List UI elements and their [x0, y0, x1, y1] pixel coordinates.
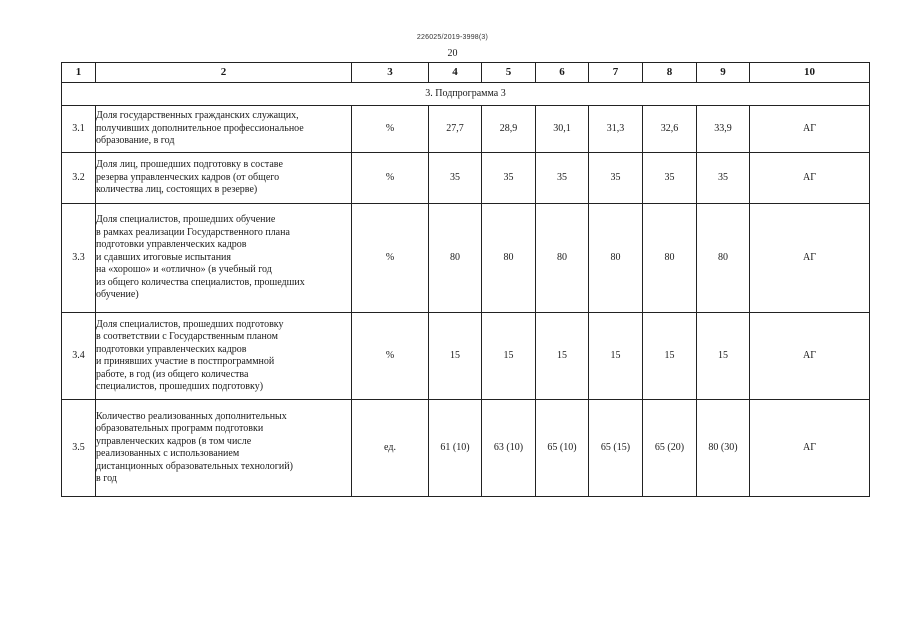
value-cell: 15 — [589, 313, 643, 400]
unit-cell: % — [352, 106, 429, 153]
value-cell: 80 — [697, 204, 750, 313]
value-cell: 30,1 — [536, 106, 589, 153]
description-line: резерва управленческих кадров (от общего — [96, 171, 280, 183]
value-cell: 65 (20) — [643, 400, 697, 497]
description-line: Доля специалистов, прошедших обучение — [96, 214, 276, 226]
indicator-description — [96, 204, 352, 313]
value-cell: 15 — [429, 313, 482, 400]
value-cell: 35 — [482, 153, 536, 204]
description-line: специалистов, прошедших подготовку) — [96, 381, 264, 392]
indicator-description — [96, 400, 352, 497]
description-line: Доля лиц, прошедших подготовку в составе — [96, 159, 283, 171]
value-cell: 33,9 — [697, 106, 750, 153]
description-line: Количество реализованных дополнительных — [96, 410, 287, 422]
table-row — [62, 153, 870, 204]
value-cell: 35 — [536, 153, 589, 204]
table-row — [62, 400, 870, 497]
row-number: 3.1 — [62, 106, 96, 153]
description-line: количества лиц, состоящих в резерве) — [96, 184, 258, 196]
value-cell: 35 — [429, 153, 482, 204]
indicator-description — [96, 153, 352, 204]
value-cell: 80 — [589, 204, 643, 313]
value-cell: 35 — [643, 153, 697, 204]
section-title: 3. Подпрограмма 3 — [62, 83, 870, 106]
description-line: в рамках реализации Государственного плана — [96, 226, 290, 238]
header-cell: 3 — [352, 63, 429, 83]
value-cell: 15 — [643, 313, 697, 400]
value-cell: 80 — [536, 204, 589, 313]
description-line: и сдавших итоговые испытания — [96, 251, 232, 263]
description-line: обучение) — [96, 289, 139, 301]
unit-cell: ед. — [352, 400, 429, 497]
table-row — [62, 106, 870, 153]
header-cell: 7 — [589, 63, 643, 83]
description-line: подготовки управленческих кадров — [96, 343, 247, 355]
indicator-description — [96, 313, 352, 400]
value-cell: 63 (10) — [482, 400, 536, 497]
header-cell: 10 — [750, 63, 870, 83]
table-row — [62, 313, 870, 400]
indicator-description — [96, 106, 352, 153]
value-cell: 80 (30) — [697, 400, 750, 497]
header-cell: 4 — [429, 63, 482, 83]
value-cell: 27,7 — [429, 106, 482, 153]
document-code: 226025/2019-3998(3) — [416, 34, 489, 41]
unit-cell: % — [352, 313, 429, 400]
description-line: в соответствии с Государственным планом — [96, 331, 278, 342]
header-cell: 5 — [482, 63, 536, 83]
description-line: образовательных программ подготовки — [96, 423, 264, 434]
value-cell: 15 — [536, 313, 589, 400]
value-cell: 65 (15) — [589, 400, 643, 497]
description-line: управленческих кадров (в том числе — [96, 435, 252, 447]
header-cell: 6 — [536, 63, 589, 83]
value-cell: 15 — [482, 313, 536, 400]
header-cell: 8 — [643, 63, 697, 83]
page-number: 20 — [447, 48, 458, 59]
description-line: работе, в год (из общего количества — [96, 368, 249, 380]
executor-cell: АГ — [750, 106, 870, 153]
section-row — [62, 83, 870, 106]
table-row — [62, 204, 870, 313]
description-line: получивших дополнительное профессиональное — [96, 122, 304, 134]
value-cell: 15 — [697, 313, 750, 400]
value-cell: 65 (10) — [536, 400, 589, 497]
description-line: образование, в год — [96, 135, 175, 147]
description-line: из общего количества специалистов, прошедших — [96, 276, 305, 288]
description-line: дистанционных образовательных технологий) — [96, 460, 293, 472]
description-line: Доля государственных гражданских служащих, — [96, 110, 299, 122]
description-line: реализованных с использованием — [96, 448, 240, 459]
value-cell: 80 — [429, 204, 482, 313]
value-cell: 35 — [589, 153, 643, 204]
value-cell: 31,3 — [589, 106, 643, 153]
value-cell: 80 — [643, 204, 697, 313]
value-cell: 35 — [697, 153, 750, 204]
executor-cell: АГ — [750, 400, 870, 497]
unit-cell: % — [352, 204, 429, 313]
value-cell: 28,9 — [482, 106, 536, 153]
value-cell: 61 (10) — [429, 400, 482, 497]
indicators-table — [61, 62, 870, 497]
value-cell: 80 — [482, 204, 536, 313]
table-header-row — [62, 63, 870, 83]
unit-cell: % — [352, 153, 429, 204]
description-line: в год — [96, 473, 117, 484]
description-line: на «хорошо» и «отлично» (в учебный год — [96, 264, 272, 276]
executor-cell: АГ — [750, 204, 870, 313]
executor-cell: АГ — [750, 313, 870, 400]
header-cell: 2 — [96, 63, 352, 83]
header-cell: 1 — [62, 63, 96, 83]
executor-cell: АГ — [750, 153, 870, 204]
value-cell: 32,6 — [643, 106, 697, 153]
header-cell: 9 — [697, 63, 750, 83]
description-line: Доля специалистов, прошедших подготовку — [96, 318, 284, 330]
row-number: 3.3 — [62, 204, 96, 313]
row-number: 3.5 — [62, 400, 96, 497]
description-line: подготовки управленческих кадров — [96, 239, 247, 251]
row-number: 3.4 — [62, 313, 96, 400]
row-number: 3.2 — [62, 153, 96, 204]
description-line: и принявших участие в постпрограммной — [96, 356, 275, 367]
